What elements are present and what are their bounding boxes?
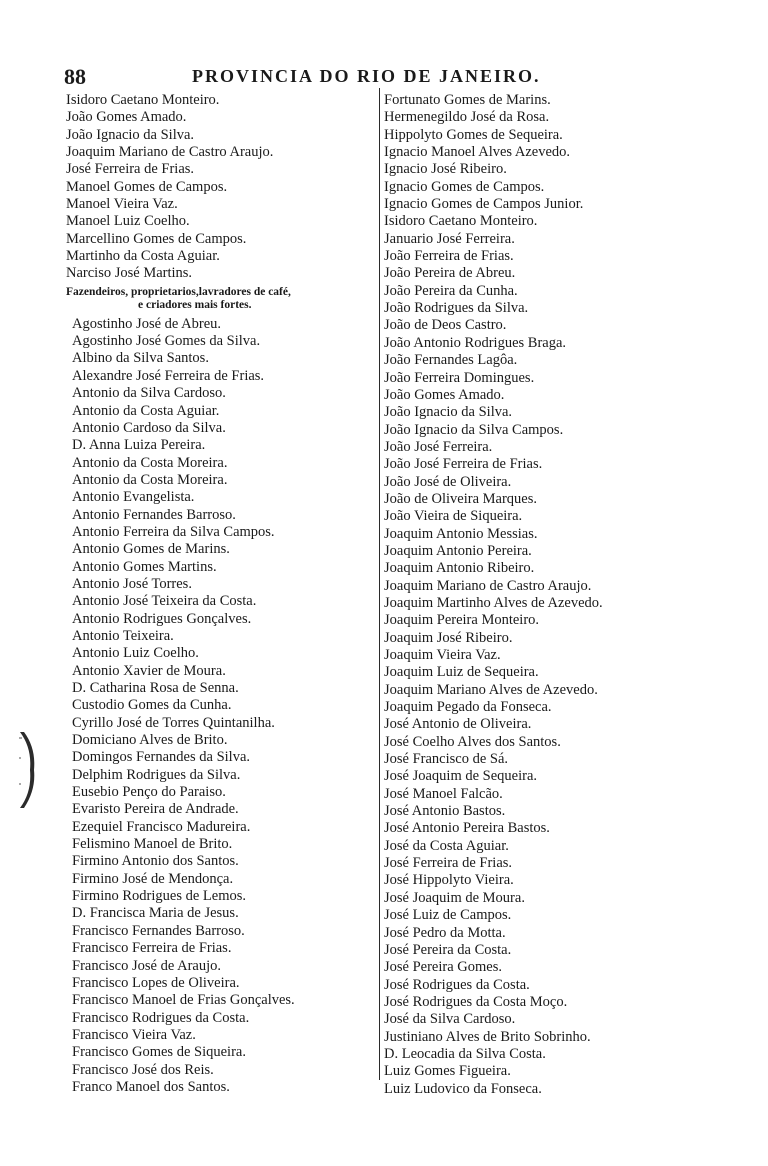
list-item: José da Silva Cardoso.	[384, 1011, 516, 1028]
name-list-right	[384, 92, 664, 1098]
list-item: Luiz Gomes Figueira.	[384, 1063, 511, 1080]
list-item: Joaquim Vieira Vaz.	[384, 647, 501, 663]
list-item: Francisco Ferreira de Frias.	[72, 940, 232, 957]
binding-mark-icon	[18, 728, 36, 812]
list-item: João Gomes Amado.	[384, 386, 505, 403]
list-item: Joaquim Mariano de Castro Araujo.	[384, 577, 592, 594]
list-item: Manoel Vieira Vaz.	[66, 196, 178, 213]
list-item: Alexandre José Ferreira de Frias.	[72, 367, 265, 384]
list-item: Domingos Fernandes da Silva.	[72, 749, 251, 766]
list-item: Antonio Gomes Martins.	[72, 558, 217, 575]
list-item: Francisco José de Araujo.	[72, 957, 221, 974]
list-item: João Ferreira Domingues.	[384, 369, 535, 386]
section-heading-line2: e criadores mais fortes.	[138, 298, 252, 311]
list-item: D. Catharina Rosa de Senna.	[72, 680, 239, 696]
list-item: João Antonio Rodrigues Braga.	[384, 334, 567, 351]
list-item: Delphim Rodrigues da Silva.	[72, 766, 241, 783]
list-item: Ignacio José Ribeiro.	[384, 161, 507, 178]
list-item: Agostinho José de Abreu.	[72, 315, 222, 332]
list-item: Joaquim Antonio Ribeiro.	[384, 560, 535, 577]
page-header	[64, 64, 604, 90]
list-item: Francisco José dos Reis.	[72, 1061, 214, 1078]
list-item: João de Deos Castro.	[384, 317, 507, 334]
list-item: João Pereira de Abreu.	[384, 265, 516, 282]
list-item: Antonio Gomes de Marins.	[72, 541, 230, 558]
list-item: João José Ferreira de Frias.	[384, 456, 543, 473]
list-item: Antonio Rodrigues Gonçalves.	[72, 610, 252, 627]
list-item: Cyrillo José de Torres Quintanilha.	[72, 714, 275, 731]
list-item: Marcellino Gomes de Campos.	[66, 230, 247, 247]
list-item: João Gomes Amado.	[66, 109, 187, 126]
list-item: Manoel Gomes de Campos.	[66, 178, 228, 195]
list-item: Antonio Teixeira.	[72, 627, 174, 644]
list-item: Ignacio Gomes de Campos Junior.	[384, 196, 584, 213]
running-title: PROVINCIA DO RIO DE JANEIRO.	[192, 66, 541, 86]
list-item: Eusebio Penço do Paraiso.	[72, 784, 226, 801]
section-heading	[66, 286, 378, 312]
right-column	[384, 92, 664, 1098]
list-item: José Antonio de Oliveira.	[384, 716, 532, 733]
list-item: Joaquim Mariano de Castro Araujo.	[66, 144, 274, 161]
list-item: João Ignacio da Silva.	[384, 404, 513, 421]
list-item: José Joaquim de Sequeira.	[384, 768, 538, 785]
list-item: Francisco Vieira Vaz.	[72, 1026, 196, 1043]
list-item: Francisco Fernandes Barroso.	[72, 922, 245, 939]
list-item: Justiniano Alves de Brito Sobrinho.	[384, 1028, 591, 1045]
list-item: João José de Oliveira.	[384, 473, 512, 490]
list-item: Antonio da Costa Moreira.	[72, 471, 228, 488]
list-item: Joaquim Pereira Monteiro.	[384, 612, 540, 629]
list-item: Antonio Cardoso da Silva.	[72, 419, 226, 436]
list-item: João Fernandes Lagôa.	[384, 352, 518, 369]
list-item: Hippolyto Gomes de Sequeira.	[384, 126, 563, 143]
list-item: Joaquim Martinho Alves de Azevedo.	[384, 594, 603, 611]
list-item: José Francisco de Sá.	[384, 751, 509, 768]
list-item: José Pedro da Motta.	[384, 924, 506, 941]
list-item: Antonio José Teixeira da Costa.	[72, 593, 257, 610]
list-item: José Pereira da Costa.	[384, 941, 512, 958]
list-item: Franco Manoel dos Santos.	[72, 1078, 230, 1095]
list-item: Antonio José Torres.	[72, 575, 192, 592]
list-item: Firmino José de Mendonça.	[72, 870, 234, 887]
list-item: Isidoro Caetano Monteiro.	[66, 92, 220, 108]
list-item: D. Francisca Maria de Jesus.	[72, 905, 239, 922]
list-item: Joaquim José Ribeiro.	[384, 629, 513, 646]
list-item: José Ferreira de Frias.	[66, 161, 195, 178]
list-item: Antonio da Silva Cardoso.	[72, 385, 226, 402]
list-item: João Vieira de Siqueira.	[384, 508, 523, 525]
list-item: Ignacio Gomes de Campos.	[384, 178, 545, 195]
name-list-after-heading	[66, 316, 378, 1096]
list-item: Francisco Rodrigues da Costa.	[72, 1009, 250, 1026]
list-item: José Joaquim de Moura.	[384, 889, 525, 906]
list-item: Antonio Luiz Coelho.	[72, 645, 199, 662]
list-item: Joaquim Pegado da Fonseca.	[384, 699, 552, 716]
list-item: Evaristo Pereira de Andrade.	[72, 801, 239, 818]
name-list-before-heading	[66, 92, 378, 283]
list-item: João José Ferreira.	[384, 438, 493, 455]
list-item: Joaquim Antonio Messias.	[384, 525, 538, 542]
list-item: Agostinho José Gomes da Silva.	[72, 333, 261, 350]
list-item: José Antonio Pereira Bastos.	[384, 820, 550, 837]
list-item: João Ignacio da Silva Campos.	[384, 421, 564, 438]
list-item: Fortunato Gomes de Marins.	[384, 92, 551, 108]
list-item: Antonio Xavier de Moura.	[72, 662, 226, 679]
list-item: José Rodrigues da Costa.	[384, 976, 530, 993]
list-item: Joaquim Antonio Pereira.	[384, 542, 532, 559]
list-item: José Rodrigues da Costa Moço.	[384, 993, 568, 1010]
list-item: Domiciano Alves de Brito.	[72, 732, 228, 749]
list-item: Joaquim Luiz de Sequeira.	[384, 664, 539, 681]
list-item: José Hippolyto Vieira.	[384, 872, 514, 889]
list-item: Manoel Luiz Coelho.	[66, 213, 190, 230]
list-item: Martinho da Costa Aguiar.	[66, 248, 220, 265]
list-item: José Manoel Falcão.	[384, 785, 503, 802]
list-item: Francisco Gomes de Siqueira.	[72, 1044, 246, 1061]
column-divider	[379, 88, 380, 1080]
list-item: Albino da Silva Santos.	[72, 350, 209, 367]
list-item: Narciso José Martins.	[66, 265, 193, 282]
list-item: José Luiz de Campos.	[384, 907, 512, 924]
list-item: João Rodrigues da Silva.	[384, 300, 529, 317]
list-item: Hermenegildo José da Rosa.	[384, 109, 550, 126]
list-item: Luiz Ludovico da Fonseca.	[384, 1080, 542, 1097]
list-item: Antonio Evangelista.	[72, 489, 195, 506]
page-number: 88	[64, 64, 86, 89]
list-item: Joaquim Mariano Alves de Azevedo.	[384, 681, 598, 698]
list-item: José da Costa Aguiar.	[384, 837, 509, 854]
list-item: Antonio da Costa Aguiar.	[72, 402, 220, 419]
list-item: Ezequiel Francisco Madureira.	[72, 818, 251, 835]
list-item: João de Oliveira Marques.	[384, 490, 538, 507]
list-item: Firmino Rodrigues de Lemos.	[72, 888, 246, 905]
list-item: José Pereira Gomes.	[384, 959, 502, 976]
left-column	[66, 92, 378, 1096]
list-item: Custodio Gomes da Cunha.	[72, 697, 232, 714]
list-item: Francisco Lopes de Oliveira.	[72, 974, 240, 991]
list-item: Francisco Manoel de Frias Gonçalves.	[72, 992, 295, 1009]
list-item: Isidoro Caetano Monteiro.	[384, 213, 538, 230]
list-item: Antonio da Costa Moreira.	[72, 454, 228, 471]
list-item: José Coelho Alves dos Santos.	[384, 733, 561, 750]
list-item: Firmino Antonio dos Santos.	[72, 853, 239, 870]
list-item: João Pereira da Cunha.	[384, 282, 518, 299]
list-item: José Ferreira de Frias.	[384, 855, 513, 872]
list-item: João Ferreira de Frias.	[384, 248, 514, 265]
section-heading-line1: Fazendeiros, proprietarios,lavradores de café,	[66, 285, 291, 298]
list-item: D. Leocadia da Silva Costa.	[384, 1045, 546, 1062]
list-item: Januario José Ferreira.	[384, 230, 515, 247]
list-item: José Antonio Bastos.	[384, 803, 506, 820]
list-item: Felismino Manoel de Brito.	[72, 836, 233, 853]
list-item: Antonio Ferreira da Silva Campos.	[72, 523, 275, 540]
list-item: D. Anna Luiza Pereira.	[72, 437, 206, 454]
list-item: Ignacio Manoel Alves Azevedo.	[384, 144, 571, 161]
list-item: Antonio Fernandes Barroso.	[72, 506, 236, 523]
list-item: João Ignacio da Silva.	[66, 126, 195, 143]
